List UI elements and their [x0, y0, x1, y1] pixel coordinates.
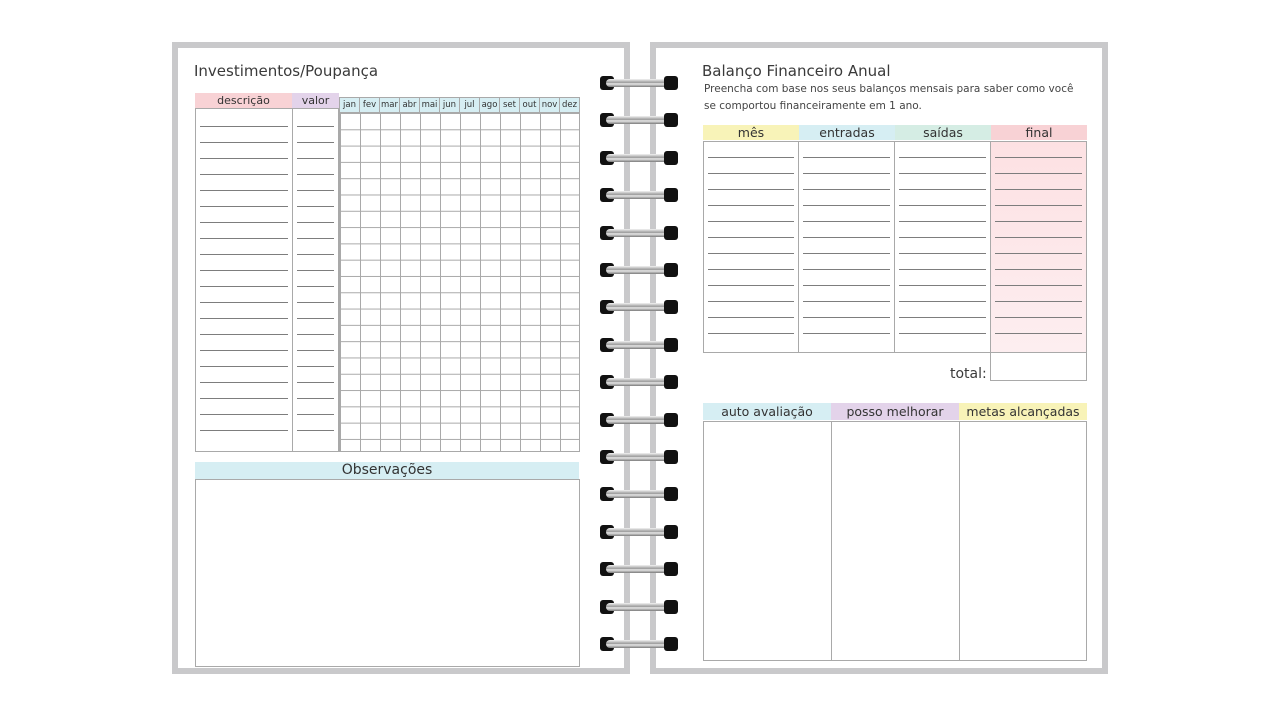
spiral-ring [598, 263, 680, 277]
self-evaluation-header: auto avaliação [703, 403, 831, 420]
expenses-column [894, 141, 991, 353]
month-header-mai: mai [419, 97, 440, 113]
right-page [650, 42, 1108, 674]
month-header-jan: jan [339, 97, 360, 113]
value-column [292, 108, 339, 452]
value-header: valor [292, 93, 339, 108]
month-header-out: out [519, 97, 540, 113]
month-grid [339, 112, 580, 452]
description-header: descrição [195, 93, 292, 108]
spiral-ring [598, 562, 680, 576]
income-column [798, 141, 895, 353]
month-header-abr: abr [399, 97, 420, 113]
month-header-fev: fev [359, 97, 380, 113]
left-page [172, 42, 630, 674]
can-improve-box[interactable] [831, 421, 960, 661]
spiral-ring [598, 188, 680, 202]
month-header-nov: nov [539, 97, 560, 113]
month-header-mar: mar [379, 97, 400, 113]
ruled-lines [200, 111, 288, 431]
month-header-jul: jul [459, 97, 480, 113]
spiral-ring [598, 226, 680, 240]
month-header-dez: dez [559, 97, 580, 113]
month-column-header: mês [703, 125, 799, 140]
month-header-jun: jun [439, 97, 460, 113]
month-header-ago: ago [479, 97, 500, 113]
spiral-ring [598, 113, 680, 127]
spiral-ring [598, 487, 680, 501]
month-column [703, 141, 799, 353]
can-improve-header: posso melhorar [831, 403, 959, 420]
expenses-column-header: saídas [895, 125, 991, 140]
observations-box[interactable] [195, 479, 580, 667]
goals-achieved-header: metas alcançadas [959, 403, 1087, 420]
total-label: total: [950, 366, 987, 382]
description-column [195, 108, 293, 452]
income-column-header: entradas [799, 125, 895, 140]
spiral-binding [598, 70, 680, 670]
month-header-set: set [499, 97, 520, 113]
spiral-ring [598, 338, 680, 352]
spiral-ring [598, 600, 680, 614]
spiral-ring [598, 300, 680, 314]
final-column-header: final [991, 125, 1087, 140]
ruled-lines [297, 111, 334, 431]
self-evaluation-box[interactable] [703, 421, 832, 661]
spiral-ring [598, 450, 680, 464]
spiral-ring [598, 375, 680, 389]
spiral-ring [598, 413, 680, 427]
spiral-ring [598, 637, 680, 651]
goals-achieved-box[interactable] [959, 421, 1087, 661]
page-title: Investimentos/Poupança [194, 62, 379, 80]
spiral-ring [598, 525, 680, 539]
observations-header: Observações [195, 462, 579, 479]
spiral-ring [598, 76, 680, 90]
page-subtitle: Preencha com base nos seus balanços mensais para saber como você se comportou financeiramente em 1 ano. [704, 83, 1074, 112]
page-title: Balanço Financeiro Anual [702, 62, 891, 80]
final-column [990, 141, 1087, 353]
spiral-ring [598, 151, 680, 165]
total-box[interactable] [990, 352, 1087, 381]
